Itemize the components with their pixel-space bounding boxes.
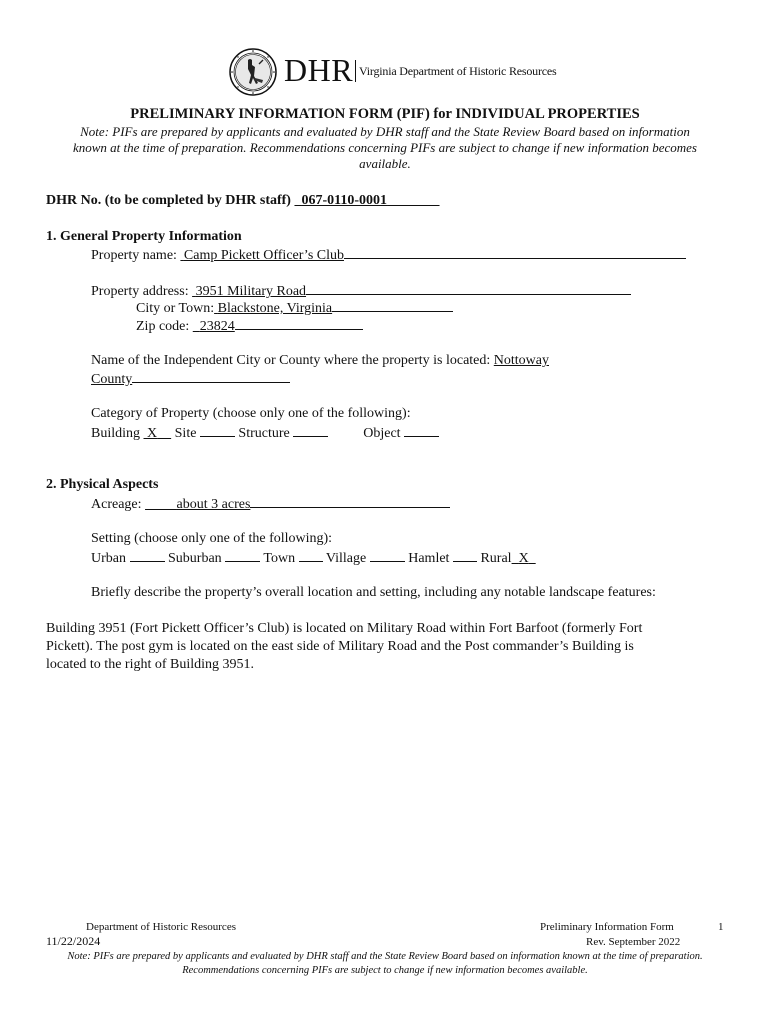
description-line-3[interactable]: located to the right of Building 3951. — [46, 657, 255, 672]
setting-rural-mark: X — [518, 551, 529, 566]
setting-label: Setting (choose only one of the following): — [91, 531, 333, 546]
category-object-field[interactable] — [404, 423, 439, 437]
acreage-blank — [250, 494, 450, 508]
note-line-1: Note: PIFs are prepared by applicants and evaluated by DHR staff and the State Review Board based on information — [80, 124, 690, 139]
dhr-number-row — [46, 192, 440, 209]
city-row — [136, 298, 453, 317]
setting-options — [91, 548, 536, 567]
acreage-value: about 3 acres — [176, 497, 251, 512]
category-building-mark: X — [147, 426, 158, 441]
dhr-number-label: DHR No. (to be completed by DHR staff) — [46, 193, 291, 208]
setting-town-field[interactable] — [299, 548, 323, 562]
dhr-logo-mark: DHR — [284, 52, 354, 88]
property-address-field[interactable] — [192, 284, 306, 299]
property-address-value: 3951 Military Road — [195, 284, 307, 299]
note-line-3: available. — [359, 156, 411, 171]
form-title: PRELIMINARY INFORMATION FORM (PIF) for INDIVIDUAL PROPERTIES — [130, 106, 640, 122]
city-value: Blackstone, Virginia — [217, 301, 333, 316]
city-field[interactable] — [214, 301, 332, 316]
footer-date: 11/22/2024 — [46, 934, 101, 948]
setting-village-label: Village — [325, 551, 367, 566]
description-line-2[interactable]: Pickett). The post gym is located on the east side of Military Road and the Post commander’s Building is — [46, 639, 634, 654]
setting-hamlet-field[interactable] — [453, 548, 477, 562]
zip-value: 23824 — [199, 319, 235, 334]
category-site-label: Site — [174, 426, 197, 441]
zip-field[interactable] — [193, 319, 235, 334]
footer-page-number: 1 — [718, 921, 724, 933]
note-line-2: known at the time of preparation. Recommendations concerning PIFs are subject to change if new information becomes — [72, 140, 697, 155]
agency-name: Virginia Department of Historic Resources — [359, 64, 557, 78]
dhr-number-field[interactable] — [294, 193, 439, 208]
category-building-label: Building — [91, 426, 141, 441]
section-1-heading: 1. General Property Information — [46, 229, 242, 244]
county-row-1 — [91, 352, 549, 369]
county-label: Name of the Independent City or County where the property is located: — [91, 353, 491, 368]
zip-label: Zip code: — [136, 319, 190, 334]
setting-village-field[interactable] — [370, 548, 405, 562]
logo-divider — [355, 60, 356, 82]
footer-form-name: Preliminary Information Form — [540, 921, 674, 933]
setting-urban-label: Urban — [91, 551, 126, 566]
category-building-field[interactable] — [144, 426, 172, 441]
setting-rural-label: Rural — [480, 551, 512, 566]
footer-note-line-2: Recommendations concerning PIFs are subject to change if new information becomes available. — [182, 965, 588, 976]
description-line-1[interactable]: Building 3951 (Fort Pickett Officer’s Club) is located on Military Road within Fort Barfoot (formerly Fort — [46, 621, 643, 636]
footer-organization: Department of Historic Resources — [86, 921, 236, 933]
describe-prompt: Briefly describe the property’s overall location and setting, including any notable landscape features: — [91, 585, 656, 600]
setting-rural-field[interactable] — [512, 551, 536, 566]
virginia-seal-icon — [229, 48, 277, 96]
property-address-blank — [306, 281, 631, 295]
category-structure-field[interactable] — [293, 423, 328, 437]
city-label: City or Town: — [136, 301, 215, 316]
zip-row — [136, 316, 363, 335]
footer-note-line-1: Note: PIFs are prepared by applicants and evaluated by DHR staff and the State Review Board based on information known at the time of preparation. — [67, 951, 703, 962]
category-object-label: Object — [363, 426, 401, 441]
acreage-label: Acreage: — [91, 497, 142, 512]
county-row-2 — [91, 369, 290, 388]
property-name-row — [91, 245, 686, 264]
county-value-2[interactable]: County — [91, 372, 133, 387]
setting-urban-field[interactable] — [130, 548, 165, 562]
property-name-label: Property name: — [91, 248, 177, 263]
setting-hamlet-label: Hamlet — [408, 551, 450, 566]
dhr-number-value: 067-0110-0001 — [301, 193, 388, 208]
acreage-field[interactable] — [145, 497, 250, 512]
category-label: Category of Property (choose only one of the following): — [91, 406, 411, 421]
property-name-blank — [344, 245, 686, 259]
category-site-field[interactable] — [200, 423, 235, 437]
category-options — [91, 423, 439, 442]
footer-revision: Rev. September 2022 — [586, 936, 681, 948]
acreage-row — [91, 494, 450, 513]
zip-blank — [235, 316, 363, 330]
setting-suburban-field[interactable] — [225, 548, 260, 562]
property-name-field[interactable] — [180, 248, 344, 263]
setting-town-label: Town — [263, 551, 296, 566]
property-address-label: Property address: — [91, 284, 189, 299]
county-value-1[interactable]: Nottoway — [493, 353, 549, 368]
category-structure-label: Structure — [238, 426, 290, 441]
property-name-value: Camp Pickett Officer’s Club — [183, 248, 344, 263]
setting-suburban-label: Suburban — [168, 551, 222, 566]
county-blank — [132, 369, 290, 383]
city-blank — [332, 298, 453, 312]
section-2-heading: 2. Physical Aspects — [46, 477, 159, 492]
